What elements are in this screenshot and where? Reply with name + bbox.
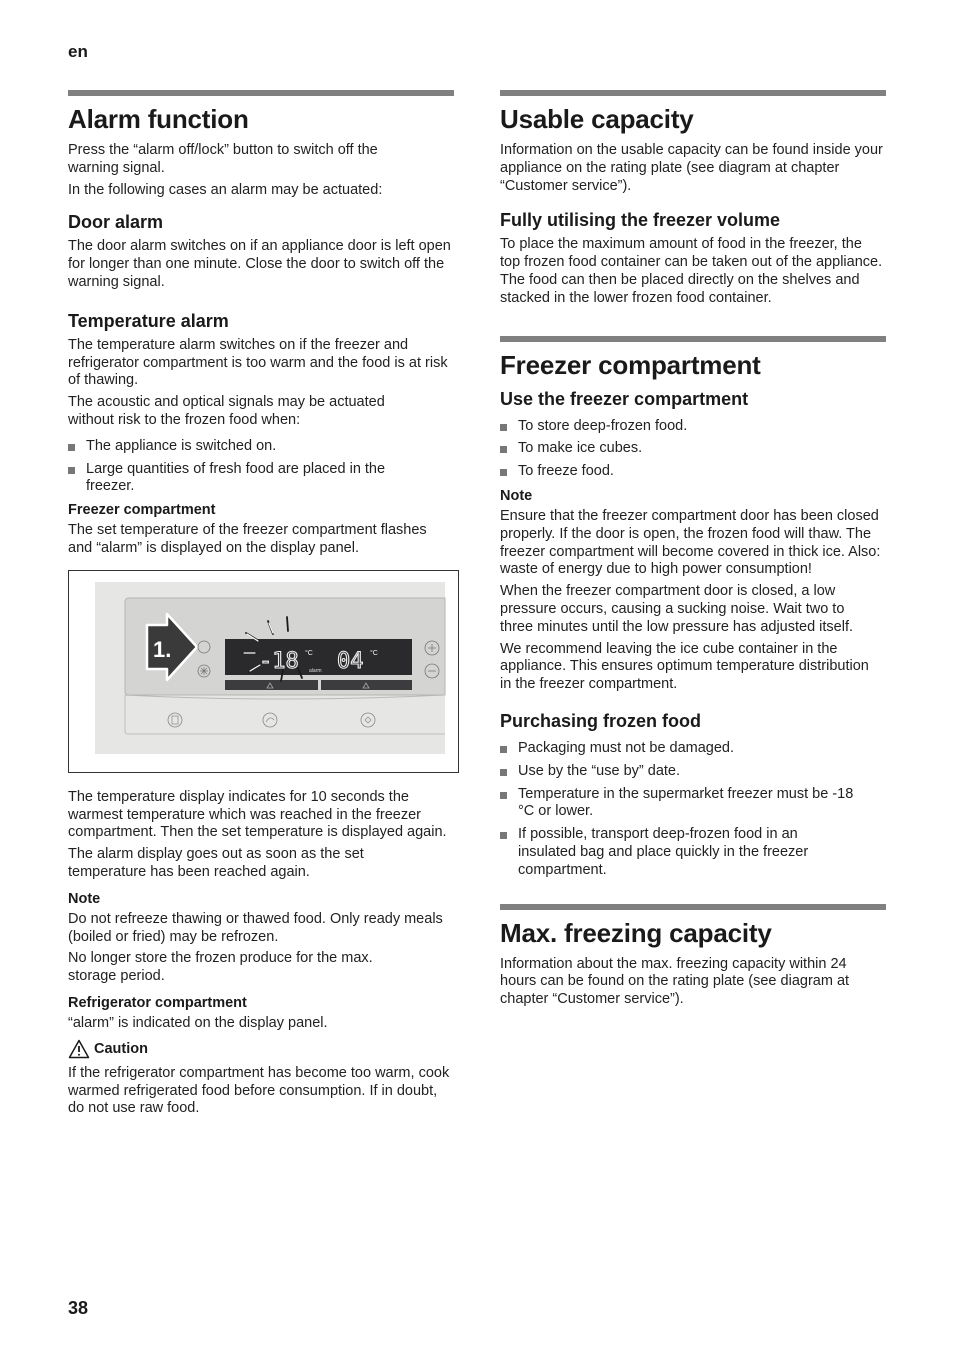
bullet-icon: [500, 792, 507, 799]
control-panel-illustration: [69, 571, 458, 772]
list-item: Use by the “use by” date.: [500, 763, 886, 781]
caution-heading: [68, 1039, 454, 1059]
alarm-indicator-label: alarm: [309, 667, 322, 674]
freezer-volume-heading: Fully utilising the freezer volume: [500, 210, 781, 231]
purchasing-list: [500, 740, 886, 880]
right-column: [500, 90, 886, 1013]
note-pressure-text: When the freezer compartment door is closed, a low pressure occurs, causing a sucking noise. Wait two to three minutes until the low pressure has adjusted itself.: [500, 583, 854, 635]
section-rule: [500, 90, 886, 96]
usable-capacity-heading: Usable capacity: [500, 104, 694, 134]
max-freezing-capacity-text: Information about the max. freezing capacity within 24 hours can be found on the rating plate (see diagram at chapter “Customer service”).: [500, 955, 850, 1008]
freezer-compartment-subheading: Freezer compartment: [68, 502, 216, 519]
list-item: Temperature in the supermarket freezer must be -18 °C or lower.: [500, 786, 870, 822]
language-tag: en: [68, 42, 88, 61]
alarm-display-text: The alarm display goes out as soon as the set temperature has been reached again.: [68, 846, 364, 880]
temperature-alarm-heading: Temperature alarm: [68, 310, 229, 331]
alarm-function-heading: Alarm function: [68, 104, 249, 134]
bullet-icon: [68, 467, 75, 474]
freezer-volume-text: To place the maximum amount of food in the freezer, the top frozen food container can be taken out of the appliance. The food can then be placed directly on the shelves and stacked in the lower frozen food container.: [500, 236, 883, 306]
alarm-intro-text: Press the “alarm off/lock” button to switch off the warning signal.: [68, 142, 378, 176]
door-alarm-heading: Door alarm: [68, 212, 164, 233]
section-rule: [68, 90, 454, 96]
page-number: 38: [68, 1298, 89, 1318]
list-item: If possible, transport deep-frozen food in an insulated bag and place quickly in the freezer compartment.: [500, 826, 850, 879]
note-refreeze-text: Do not refreeze thawing or thawed food. Only ready meals (boiled or fried) may be refrozen.: [68, 910, 443, 945]
temperature-alarm-list: [68, 438, 454, 496]
list-item: Packaging must not be damaged.: [500, 740, 886, 758]
note-door-text: Ensure that the freezer compartment door has been closed properly. If the door is open, the frozen food will thaw. The freezer compartment will become covered in thick ice. Also: waste of energy due to high power consumption!: [500, 507, 881, 578]
left-column: [68, 90, 454, 1122]
alarm-cases-text: In the following cases an alarm may be actuated:: [68, 181, 383, 198]
fridge-temperature-readout: 04: [337, 648, 364, 674]
bullet-icon: [500, 746, 507, 753]
section-rule: [500, 904, 886, 910]
section-rule: [500, 336, 886, 342]
max-freezing-capacity-heading: Max. freezing capacity: [500, 917, 772, 948]
list-item: The appliance is switched on.: [68, 438, 454, 456]
freezer-compartment-text: The set temperature of the freezer compartment flashes and “alarm” is displayed on the display panel.: [68, 522, 427, 556]
temperature-alarm-text: The temperature alarm switches on if the freezer and refrigerator compartment is too warm and the food is at risk of thawing.: [68, 336, 448, 389]
bullet-icon: [500, 446, 507, 453]
bullet-icon: [68, 444, 75, 451]
note-heading: Note: [500, 487, 533, 504]
fridge-unit-label: °C: [370, 649, 378, 657]
bullet-icon: [500, 424, 507, 431]
use-freezer-heading: Use the freezer compartment: [500, 388, 749, 409]
freezer-unit-label: °C: [305, 649, 313, 657]
usable-capacity-text: Information on the usable capacity can be found inside your appliance on the rating plate (see diagram at chapter “Customer service”).: [500, 142, 883, 194]
refrigerator-compartment-text: “alarm” is indicated on the display panel.: [68, 1014, 328, 1031]
purchasing-frozen-food-heading: Purchasing frozen food: [500, 710, 702, 731]
caution-label: Caution: [94, 1040, 148, 1057]
bullet-icon: [500, 832, 507, 839]
caution-text: If the refrigerator compartment has become too warm, cook warmed refrigerated food before consumption. If in doubt, do not use raw food.: [68, 1064, 450, 1117]
bullet-icon: [500, 769, 507, 776]
note-heading: Note: [68, 890, 101, 907]
temperature-display-text: The temperature display indicates for 10 seconds the warmest temperature which was reached in the freezer compartment. Then the set temperature is displayed again.: [68, 788, 447, 841]
warning-triangle-icon: [68, 1039, 90, 1059]
temperature-alarm-signals-text: The acoustic and optical signals may be actuated without risk to the frozen food when:: [68, 394, 385, 428]
freezer-compartment-heading: Freezer compartment: [500, 349, 761, 380]
list-item: To freeze food.: [500, 463, 886, 481]
note-storage-text: No longer store the frozen produce for the max. storage period.: [68, 950, 373, 985]
list-item: Large quantities of fresh food are placed in the freezer.: [68, 461, 388, 497]
freezer-temperature-readout: -18: [259, 648, 299, 674]
list-item: To store deep-frozen food.: [500, 418, 886, 436]
door-alarm-text: The door alarm switches on if an appliance door is left open for longer than one minute. Close the door to switch off the warning signal.: [68, 238, 451, 290]
step-number-label: 1.: [153, 636, 172, 662]
list-item: To make ice cubes.: [500, 440, 886, 458]
control-panel-figure: [68, 570, 459, 773]
note-ice-container-text: We recommend leaving the ice cube container in the appliance. This ensures optimum temperature distribution in the freezer compartment.: [500, 640, 869, 693]
bullet-icon: [500, 469, 507, 476]
refrigerator-compartment-subheading: Refrigerator compartment: [68, 994, 247, 1011]
use-freezer-list: [500, 418, 886, 481]
